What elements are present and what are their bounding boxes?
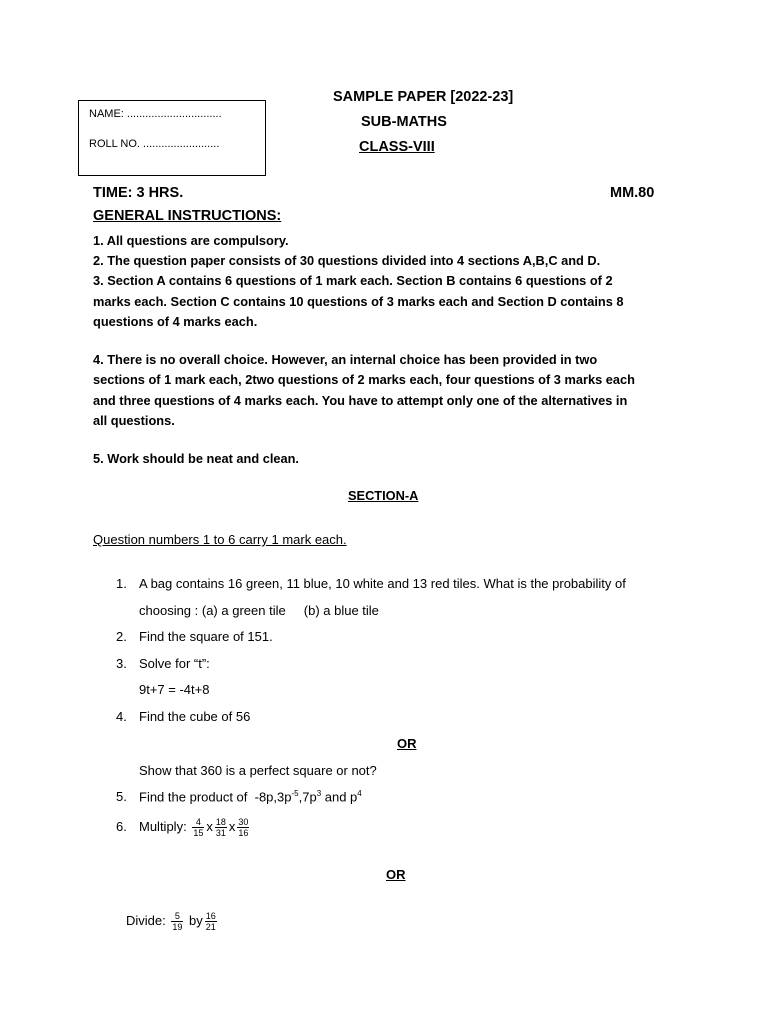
- instruction-line: 1. All questions are compulsory.: [93, 233, 289, 248]
- question-text: Show that 360 is a perfect square or not?: [139, 763, 377, 778]
- student-info-box: [78, 100, 266, 176]
- question-text: Solve for “t”:: [139, 656, 210, 671]
- paper-class: CLASS-VIII: [359, 139, 435, 155]
- roll-number-field: ROLL NO. .........................: [89, 138, 220, 150]
- equation: 9t+7 = -4t+8: [139, 682, 210, 697]
- fraction: $\frac{30}{16}$: [238, 817, 249, 839]
- or-separator: OR: [397, 736, 417, 751]
- fraction: $\frac{4}{15}$: [193, 817, 204, 839]
- time-label: TIME: 3 HRS.: [93, 185, 184, 201]
- instruction-line: 4. There is no overall choice. However, an internal choice has been provided in two: [93, 352, 598, 367]
- instruction-line: all questions.: [93, 413, 175, 428]
- question-number: 3.: [116, 656, 127, 671]
- instruction-line: 2. The question paper consists of 30 questions divided into 4 sections A,B,C and D.: [93, 253, 601, 268]
- question-text: A bag contains 16 green, 11 blue, 10 white and 13 red tiles. What is the probability of: [139, 576, 626, 591]
- question-text: Find the product of $-8p,3p^{-5},7p^3$ and $p^4$: [139, 789, 362, 805]
- name-field: NAME: ...............................: [89, 108, 222, 120]
- question-text: Find the cube of 56: [139, 709, 251, 724]
- section-note: Question numbers 1 to 6 carry 1 mark each.: [93, 532, 347, 547]
- question-number: 2.: [116, 629, 127, 644]
- section-heading: SECTION-A: [348, 488, 419, 503]
- instruction-line: marks each. Section C contains 10 questions of 3 marks each and Section D contains 8: [93, 294, 624, 309]
- paper-subject: SUB-MATHS: [361, 114, 447, 130]
- question-number: 4.: [116, 709, 127, 724]
- question-number: 6.: [116, 819, 127, 834]
- question-text: Divide: $\frac{5}{19}$ by $\frac{16}{21}$: [126, 911, 216, 933]
- question-number: 5.: [116, 789, 127, 804]
- fraction: $\frac{5}{19}$: [172, 911, 183, 933]
- question-text: choosing : (a) a green tile (b) a blue tile: [139, 603, 379, 618]
- instruction-line: and three questions of 4 marks each. You have to attempt only one of the alternatives in: [93, 393, 628, 408]
- general-instructions-heading: GENERAL INSTRUCTIONS:: [93, 208, 282, 224]
- max-marks: MM.80: [610, 185, 655, 201]
- instruction-line: 3. Section A contains 6 questions of 1 mark each. Section B contains 6 questions of 2: [93, 273, 613, 288]
- or-separator: OR: [386, 867, 406, 882]
- question-text: Multiply: $\frac{4}{15}$ x $\frac{18}{31}$ x $\frac{30}{16}$: [139, 817, 249, 839]
- question-text: Find the square of 151.: [139, 629, 273, 644]
- fraction: $\frac{18}{31}$: [215, 817, 226, 839]
- instruction-line: 5. Work should be neat and clean.: [93, 451, 299, 466]
- instruction-line: questions of 4 marks each.: [93, 314, 258, 329]
- question-number: 1.: [116, 576, 127, 591]
- paper-title: SAMPLE PAPER [2022-23]: [333, 89, 514, 105]
- instruction-line: sections of 1 mark each, 2two questions of 2 marks each, four questions of 3 marks each: [93, 372, 635, 387]
- fraction: $\frac{16}{21}$: [205, 911, 216, 933]
